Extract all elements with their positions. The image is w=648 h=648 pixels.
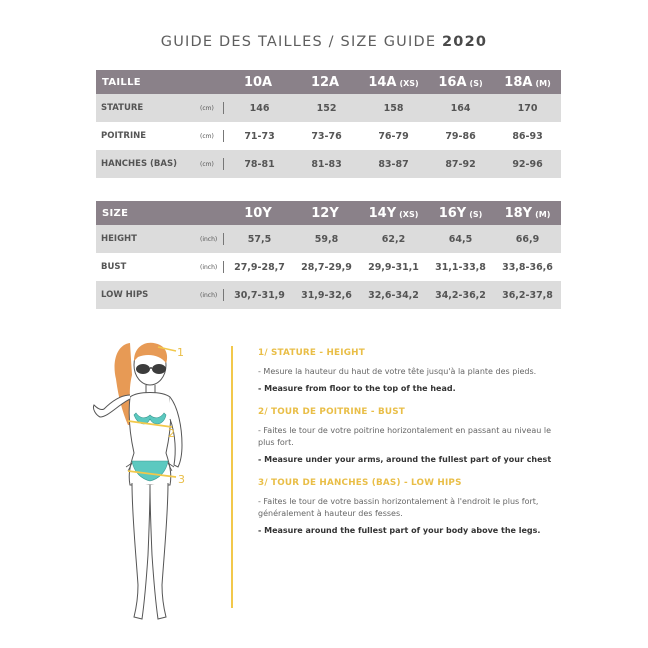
row-unit: (inch) — [200, 281, 226, 309]
table-cell: 170 — [494, 94, 561, 122]
table-cell: 83-87 — [360, 150, 427, 178]
column-header: 16Y (S) — [427, 201, 494, 225]
table-cell: 86-93 — [494, 122, 561, 150]
column-header: 10A — [226, 70, 293, 94]
table-header-row — [96, 201, 561, 225]
table-cell: 152 — [293, 94, 360, 122]
section-text-en: - Measure under your arms, around the fullest part of your chest — [258, 454, 552, 464]
row-label: STATURE — [96, 94, 200, 122]
column-header: 18Y (M) — [494, 201, 561, 225]
table-cell: 146 — [226, 94, 293, 122]
body-measurement-figure — [78, 335, 203, 625]
table-cell: 81-83 — [293, 150, 360, 178]
page-title — [0, 34, 648, 50]
stature-marker: 1 — [177, 346, 184, 359]
table-header-row — [96, 70, 561, 94]
table-cell: 57,5 — [226, 225, 293, 253]
guide-section-bust — [258, 407, 558, 466]
table-row — [96, 150, 561, 178]
section-text-fr: - Faites le tour de votre poitrine horizontalement en passant au niveau le plus fort. — [258, 425, 551, 447]
page-title-main: GUIDE DES TAILLES / SIZE GUIDE — [160, 34, 437, 50]
guide-section-stature — [258, 348, 558, 395]
table-cell: 73-76 — [293, 122, 360, 150]
table-cell: 71-73 — [226, 122, 293, 150]
row-label: HANCHES (BAS) — [96, 150, 200, 178]
row-unit: (cm) — [200, 150, 226, 178]
table-cell: 87-92 — [427, 150, 494, 178]
section-title: 2/ TOUR DE POITRINE - BUST — [258, 406, 406, 417]
table-cell: 62,2 — [360, 225, 427, 253]
table-cell: 36,2-37,8 — [494, 281, 561, 309]
table-cell: 92-96 — [494, 150, 561, 178]
column-header: 12Y — [293, 201, 360, 225]
table-cell: 29,9-31,1 — [360, 253, 427, 281]
table-cell: 31,1-33,8 — [427, 253, 494, 281]
row-unit: (cm) — [200, 94, 226, 122]
table-cell: 158 — [360, 94, 427, 122]
table-cell: 32,6-34,2 — [360, 281, 427, 309]
column-header: 14A (XS) — [360, 70, 427, 94]
section-title: 1/ STATURE - HEIGHT — [258, 348, 365, 358]
table-cell: 31,9-32,6 — [293, 281, 360, 309]
table-cell: 34,2-36,2 — [427, 281, 494, 309]
table-row — [96, 281, 561, 309]
table-cell: 28,7-29,9 — [293, 253, 360, 281]
row-label: BUST — [96, 253, 200, 281]
column-header: 14Y (XS) — [360, 201, 427, 225]
header-label: TAILLE — [96, 70, 226, 94]
table-row — [96, 253, 561, 281]
section-text-fr: - Faites le tour de votre bassin horizontalement à l'endroit le plus fort, généralement à hauteur des fesses. — [258, 496, 539, 518]
table-row — [96, 225, 561, 253]
row-label: HEIGHT — [96, 225, 200, 253]
right-leg-outline — [150, 483, 168, 619]
page-title-year: 2020 — [442, 34, 488, 50]
row-unit: (cm) — [200, 122, 226, 150]
table-cell: 64,5 — [427, 225, 494, 253]
column-header: 18A (M) — [494, 70, 561, 94]
left-leg-outline — [132, 483, 150, 619]
table-cell: 164 — [427, 94, 494, 122]
table-cell: 66,9 — [494, 225, 561, 253]
table-row — [96, 122, 561, 150]
hips-marker: 3 — [178, 473, 185, 486]
yellow-divider — [231, 346, 233, 608]
section-text-en: - Measure around the fullest part of your body above the legs. — [258, 525, 541, 535]
table-cell: 30,7-31,9 — [226, 281, 293, 309]
table-cell: 76-79 — [360, 122, 427, 150]
measurement-guide — [258, 348, 558, 549]
column-header: 16A (S) — [427, 70, 494, 94]
row-unit: (inch) — [200, 253, 226, 281]
column-header: 10Y — [226, 201, 293, 225]
guide-section-hips — [258, 478, 558, 537]
row-label: POITRINE — [96, 122, 200, 150]
section-title: 3/ TOUR DE HANCHES (BAS) - LOW HIPS — [258, 477, 462, 488]
row-label: LOW HIPS — [96, 281, 200, 309]
table-cell: 27,9-28,7 — [226, 253, 293, 281]
bust-marker: 2 — [168, 427, 175, 440]
section-text-fr: - Mesure la hauteur du haut de votre tête jusqu'à la plante des pieds. — [258, 367, 537, 376]
table-cell: 78-81 — [226, 150, 293, 178]
table-cell: 33,8-36,6 — [494, 253, 561, 281]
section-text-en: - Measure from floor to the top of the head. — [258, 383, 456, 393]
table-cell: 79-86 — [427, 122, 494, 150]
header-label: SIZE — [96, 201, 226, 225]
row-unit: (inch) — [200, 225, 226, 253]
column-header: 12A — [293, 70, 360, 94]
size-table-fr — [96, 70, 561, 178]
table-cell: 59,8 — [293, 225, 360, 253]
table-row — [96, 94, 561, 122]
size-table-en — [96, 201, 561, 309]
